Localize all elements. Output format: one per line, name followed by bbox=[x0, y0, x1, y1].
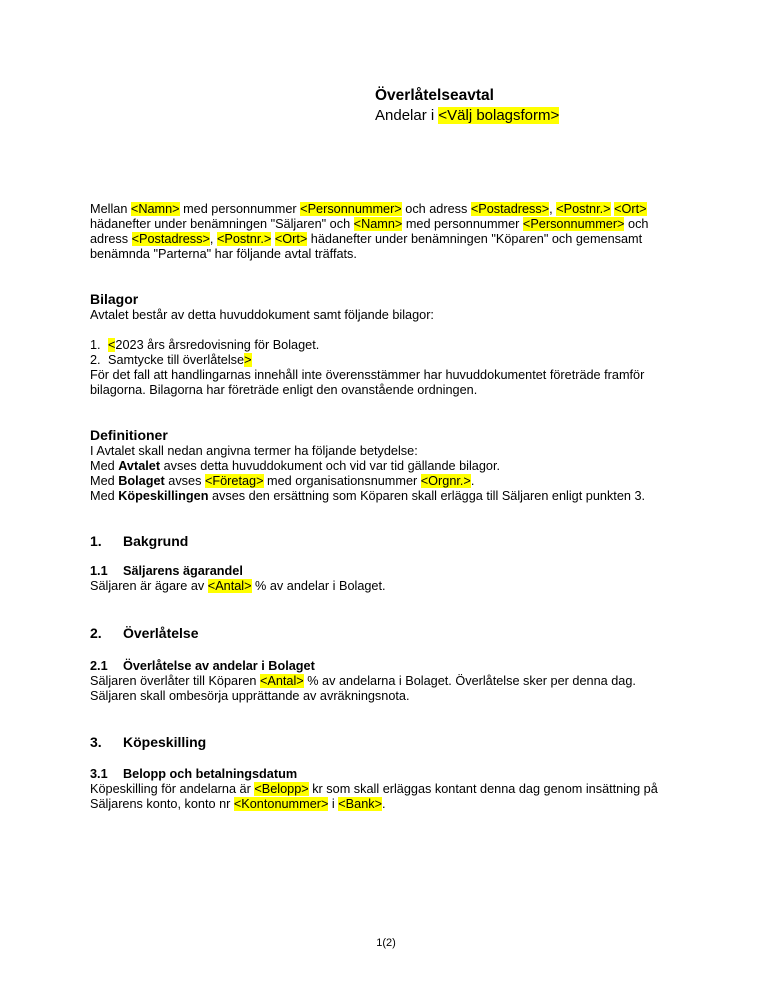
subsection-title: Överlåtelse av andelar i Bolaget bbox=[123, 659, 315, 673]
placeholder-field[interactable]: <Orgnr.> bbox=[420, 474, 471, 488]
text-run: Köpeskilling för andelarna är bbox=[90, 782, 255, 796]
placeholder-field[interactable]: <Antal> bbox=[207, 579, 252, 593]
attachment-item-2 bbox=[90, 353, 664, 368]
definition-bolaget bbox=[90, 474, 664, 489]
placeholder-field[interactable]: <Kontonummer> bbox=[233, 797, 329, 811]
subsection-number: 1.1 bbox=[90, 564, 108, 578]
attachment-text bbox=[108, 338, 664, 353]
subsection-1-1-body bbox=[90, 579, 664, 594]
text-run: . bbox=[382, 797, 386, 811]
placeholder-field[interactable]: <Antal> bbox=[259, 674, 304, 688]
text-run: Mellan bbox=[90, 202, 131, 216]
attachments-list bbox=[90, 338, 664, 368]
text-run: avses detta huvuddokument och vid var tid gällande bilagor. bbox=[160, 459, 501, 473]
subsection-title: Belopp och betalningsdatum bbox=[123, 767, 298, 781]
text-run: kr som skall erläggas kontant denna dag genom insättning på Säljarens konto, konto nr bbox=[90, 782, 658, 811]
section-2-heading bbox=[90, 625, 664, 642]
text-run: avses bbox=[164, 474, 205, 488]
text-run: Säljaren är ägare av bbox=[90, 579, 208, 593]
text-run: 2023 års årsredovisning för Bolaget. bbox=[115, 338, 320, 352]
placeholder-field[interactable]: <Postnr.> bbox=[556, 202, 611, 216]
section-number: 1. bbox=[90, 533, 102, 549]
definitions-intro: I Avtalet skall nedan angivna termer ha följande betydelse: bbox=[90, 444, 418, 458]
placeholder-field[interactable]: <Postadress> bbox=[470, 202, 550, 216]
placeholder-field[interactable]: <Ort> bbox=[614, 202, 647, 216]
text-run: Bolaget bbox=[118, 474, 165, 488]
text-run: och adress bbox=[401, 202, 471, 216]
subsection-2-1-body bbox=[90, 674, 664, 704]
heading-definitioner: Definitioner bbox=[90, 427, 168, 443]
text-run: hädanefter under benämningen "Köparen" och gemensamt benämnda "Parterna" har följande avtal träffats. bbox=[90, 232, 643, 261]
intro-paragraph bbox=[90, 202, 664, 262]
placeholder-field[interactable]: <Välj bolagsform> bbox=[438, 107, 560, 124]
placeholder-field[interactable]: <Ort> bbox=[274, 232, 308, 246]
page-number: 1(2) bbox=[376, 937, 396, 949]
placeholder-field[interactable]: <Namn> bbox=[130, 202, 180, 216]
section-3-heading bbox=[90, 734, 664, 751]
placeholder-field[interactable]: <Postadress> bbox=[131, 232, 210, 246]
placeholder-field[interactable]: <Företag> bbox=[204, 474, 264, 488]
subsection-number: 3.1 bbox=[90, 767, 108, 781]
text-run: i bbox=[328, 797, 339, 811]
placeholder-field[interactable]: < bbox=[108, 338, 116, 352]
section-title: Köpeskilling bbox=[123, 734, 207, 750]
text-run: Andelar i bbox=[375, 107, 439, 124]
section-title: Överlåtelse bbox=[123, 625, 199, 641]
text-run: % av andelar i Bolaget. bbox=[251, 579, 386, 593]
page-footer bbox=[0, 936, 772, 951]
definition-kopeskillingen bbox=[90, 489, 664, 504]
subsection-2-1-heading bbox=[90, 659, 664, 674]
text-run: Med bbox=[90, 489, 119, 503]
placeholder-field[interactable]: <Namn> bbox=[353, 217, 403, 231]
text-run: Samtycke till överlåtelse bbox=[108, 353, 245, 367]
text-run: och adress bbox=[90, 217, 649, 246]
bilagor-intro-text: Avtalet består av detta huvuddokument samt följande bilagor: bbox=[90, 308, 434, 322]
document-content bbox=[90, 202, 664, 812]
text-run: Köpeskillingen bbox=[118, 489, 209, 503]
text-run: Avtalet bbox=[118, 459, 161, 473]
section-1-heading bbox=[90, 533, 664, 550]
text-run: Med bbox=[90, 474, 119, 488]
placeholder-field[interactable]: <Personnummer> bbox=[522, 217, 625, 231]
heading-bilagor: Bilagor bbox=[90, 291, 139, 307]
definition-avtalet bbox=[90, 459, 664, 474]
text-run: avses den ersättning som Köparen skall erlägga till Säljaren enligt punkten 3. bbox=[208, 489, 646, 503]
text-run: med personnummer bbox=[179, 202, 301, 216]
placeholder-field[interactable]: <Bank> bbox=[338, 797, 383, 811]
precedence-paragraph: För det fall att handlingarnas innehåll inte överensstämmer har huvuddokumentet företräde framför bilagorna. Bilagorna har företräde enligt den ovanstående ordningen. bbox=[90, 368, 645, 397]
placeholder-field[interactable]: <Personnummer> bbox=[300, 202, 402, 216]
text-run: med personnummer bbox=[402, 217, 523, 231]
text-run: , bbox=[549, 202, 557, 216]
text-run: . bbox=[470, 474, 475, 488]
list-number: 1. bbox=[90, 338, 101, 352]
section-number: 2. bbox=[90, 625, 102, 641]
attachment-text bbox=[108, 353, 664, 368]
subsection-3-1-heading bbox=[90, 767, 664, 782]
text-run: Med bbox=[90, 459, 119, 473]
list-number: 2. bbox=[90, 353, 101, 367]
subsection-1-1-heading bbox=[90, 564, 664, 579]
placeholder-field[interactable]: <Belopp> bbox=[254, 782, 309, 796]
text-run: med organisationsnummer bbox=[263, 474, 421, 488]
attachment-item-1 bbox=[90, 338, 664, 353]
placeholder-field[interactable]: > bbox=[244, 353, 252, 367]
section-number: 3. bbox=[90, 734, 102, 750]
placeholder-field[interactable]: <Postnr.> bbox=[216, 232, 272, 246]
text-run: hädanefter under benämningen "Säljaren" och bbox=[90, 217, 354, 231]
text-run: Säljaren överlåter till Köparen bbox=[90, 674, 260, 688]
text-run: % av andelarna i Bolaget. Överlåtelse sker per denna dag. Säljaren skall ombesörja upprättande av avräkningsnota. bbox=[90, 674, 636, 703]
subsection-title: Säljarens ägarandel bbox=[123, 564, 243, 578]
section-title: Bakgrund bbox=[123, 533, 189, 549]
document-subtitle bbox=[375, 106, 559, 125]
subsection-number: 2.1 bbox=[90, 659, 108, 673]
document-title: Överlåtelseavtal bbox=[375, 87, 494, 104]
subsection-3-1-body bbox=[90, 782, 664, 812]
title-block bbox=[375, 86, 559, 125]
text-run: , bbox=[209, 232, 217, 246]
